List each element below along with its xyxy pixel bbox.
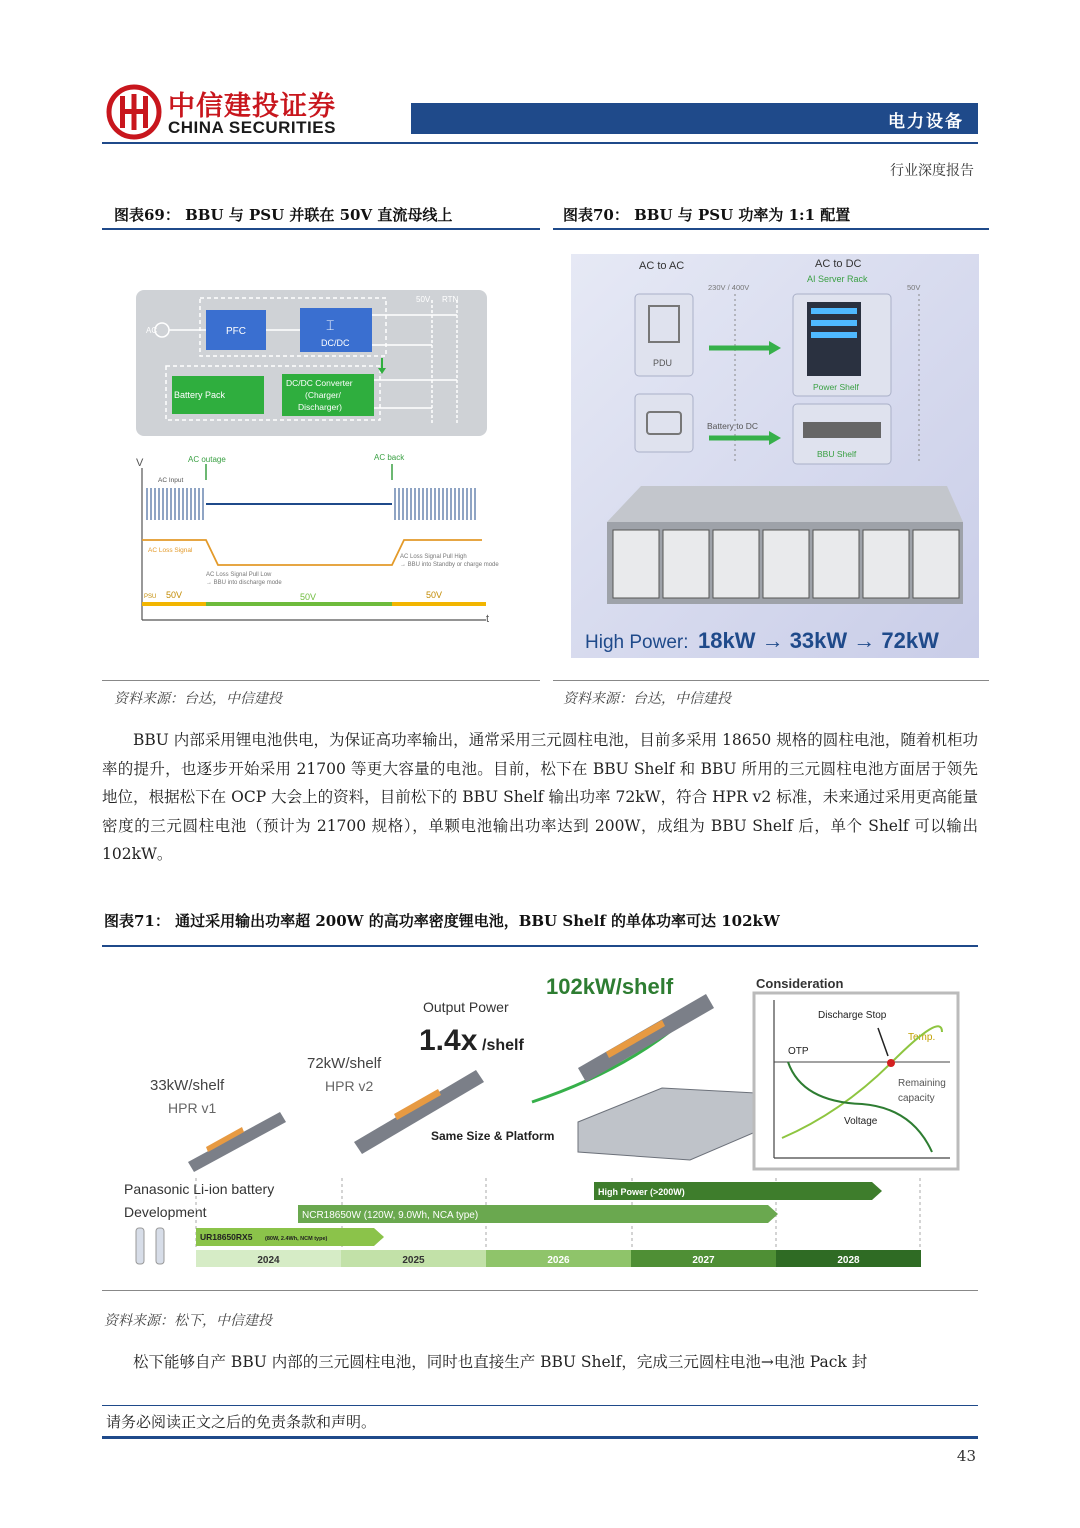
fig71-source: 资料来源：松下，中信建投 (104, 1313, 272, 1329)
fig71-bottom-rule (102, 1290, 978, 1291)
ncr-bar-label: NCR18650W (120W, 9.0Wh, NCA type) (302, 1210, 479, 1221)
bus-v1: 50V (166, 590, 183, 600)
output-power-label: Output Power (423, 999, 509, 1015)
converter-line2: (Charger/ (305, 390, 341, 400)
body-paragraph-1: BBU 内部采用锂电池供电，为保证高功率输出，通常采用三元圆柱电池，目前多采用 18650 规格的圆柱电池，随着机柜功率的提升，也逐步开始采用 21700 等更大容量的电池。目前，松下在 BBU Shelf 和 BBU 所用的三元圆柱电池方面居于领先地位，根据松下在 OCP 大会上的资料，目前松下的 BBU Shelf 输出功率 72kW，符合 HPR v2 标准，未来通过采用更高能量密度的三元圆柱电池（预计为 21700 规格），单颗电池输出功率达到 200W，成组为 BBU Shelf 后，单个 Shelf 可以输出 102kW。 (102, 731, 978, 863)
fig70-figure (571, 254, 979, 658)
ac-to-ac-label: AC to AC (639, 260, 685, 272)
header-divider (102, 142, 978, 144)
fig69-source: 资料来源：台达，中信建投 (114, 691, 282, 707)
s33-label: 33kW/shelf (150, 1077, 225, 1094)
panasonic-label-2: Development (124, 1204, 207, 1220)
fig69-title-rule (102, 228, 540, 230)
logo-chinese-name: 中信建投证券 (168, 91, 336, 122)
pull-high-1: AC Loss Signal Pull High (400, 554, 467, 560)
fig70-bottom-rule (553, 680, 989, 681)
high-power-label: High Power: (585, 632, 689, 653)
ur-bar-spec: (80W, 2.4Wh, NCM type) (265, 1236, 328, 1242)
ur-bar-label: UR18650RX5 (200, 1232, 253, 1242)
out1-label: 50V (416, 295, 431, 304)
output-voltage-label: 50V (907, 283, 921, 292)
high-power-bar-label: High Power (>200W) (598, 1187, 685, 1197)
fig71-figure (102, 962, 978, 1280)
svg-text:⌶: ⌶ (326, 317, 335, 333)
fig70-title: 图表70： BBU 与 PSU 功率为 1:1 配置 (563, 206, 851, 224)
t-axis-label: t (486, 613, 490, 625)
high-power-values: 18kW → 33kW → 72kW (698, 628, 939, 653)
multiplier-value: 1.4x (419, 1024, 478, 1057)
out2-label: RTN (442, 295, 459, 304)
v-axis-label: V (136, 457, 144, 469)
hpr1-shelf-image (188, 1112, 286, 1172)
year-label: 2024 (257, 1255, 280, 1266)
otp-label: OTP (788, 1046, 809, 1057)
remaining-label-1: Remaining (898, 1078, 946, 1089)
discharge-stop-label: Discharge Stop (818, 1010, 887, 1021)
ac-input-waveform-left (144, 488, 206, 520)
power-shelf-label: Power Shelf (813, 382, 859, 392)
pfc-label: PFC (226, 326, 246, 337)
ac-outage-label: AC outage (188, 455, 226, 464)
pull-low-2: → BBU into discharge mode (206, 580, 282, 586)
per-shelf-label: /shelf (482, 1037, 524, 1054)
converter-line1: DC/DC Converter (286, 378, 353, 388)
bbu-shelf-label: BBU Shelf (817, 449, 857, 459)
fig69-bottom-rule (102, 680, 540, 681)
pdu-label: PDU (653, 358, 673, 368)
bbu-shelf-image (803, 422, 881, 438)
cell-icon-1 (136, 1228, 144, 1264)
pull-low-1: AC Loss Signal Pull Low (206, 572, 272, 578)
remaining-label-2: capacity (898, 1093, 935, 1104)
year-label: 2026 (547, 1255, 570, 1266)
fig71-title: 图表71： 通过采用输出功率超 200W 的高功率密度锂电池，BBU Shelf 的单体功率可达 102kW (104, 912, 780, 930)
hpr2-label: HPR v2 (325, 1078, 374, 1094)
battery-card (635, 394, 693, 452)
bbu-shelf-3d-image (578, 1088, 776, 1160)
bus-v2: 50V (300, 592, 317, 602)
footer-disclaimer: 请务必阅读正文之后的免责条款和声明。 (106, 1413, 377, 1431)
section-title: 电力设备 (888, 112, 964, 132)
ac-input-waveform-right (392, 488, 478, 520)
ac-input-label: AC Input (158, 477, 184, 484)
footer-bottom-rule (102, 1436, 978, 1439)
year-label: 2025 (402, 1255, 425, 1266)
discharge-stop-point (887, 1059, 895, 1067)
page-number: 43 (956, 1447, 976, 1465)
fig70-source: 资料来源：台达，中信建投 (563, 691, 731, 707)
battery-to-dc-label: Battery to DC (707, 421, 759, 431)
year-label: 2028 (837, 1255, 860, 1266)
fig70-title-rule (553, 228, 989, 230)
input-voltage-label: 230V / 400V (708, 283, 750, 292)
logo-english-name: CHINA SECURITIES (168, 118, 336, 137)
ac-to-dc-label: AC to DC (815, 258, 862, 270)
fig71-title-rule (102, 945, 978, 947)
panasonic-label-1: Panasonic Li-ion battery (124, 1181, 275, 1197)
s72-label: 72kW/shelf (307, 1055, 382, 1072)
report-type: 行业深度报告 (890, 163, 974, 179)
same-size-label: Same Size & Platform (431, 1129, 555, 1143)
ac-loss-signal-label: AC Loss Signal (148, 547, 193, 554)
s102-label: 102kW/shelf (546, 974, 674, 999)
battery-pack-label: Battery Pack (174, 390, 226, 400)
hpr1-label: HPR v1 (168, 1100, 217, 1116)
cell-icon-2 (156, 1228, 164, 1264)
year-label: 2027 (692, 1255, 715, 1266)
voltage-label: Voltage (844, 1116, 878, 1127)
china-securities-logo-icon (106, 84, 162, 140)
bus-v3: 50V (426, 590, 443, 600)
hpr3-shelf-image (578, 994, 714, 1082)
consideration-label: Consideration (756, 976, 844, 991)
dcdc-label: DC/DC (321, 338, 350, 348)
fig69-title: 图表69： BBU 与 PSU 并联在 50V 直流母线上 (114, 206, 453, 224)
ac-back-label: AC back (374, 453, 405, 462)
pull-high-2: → BBU into Standby or charge mode (400, 562, 499, 568)
fig69-figure (102, 240, 540, 670)
section-banner (411, 103, 978, 134)
psu-label: PSU (144, 594, 157, 600)
body-paragraph-2: 松下能够自产 BBU 内部的三元圆柱电池，同时也直接生产 BBU Shelf，完成三元圆柱电池→电池 Pack 封 (133, 1353, 868, 1371)
chassis-top (607, 486, 963, 522)
converter-line3: Discharger) (298, 402, 342, 412)
ai-server-rack-label: AI Server Rack (807, 274, 868, 284)
ac-label: AC (146, 326, 158, 335)
temp-label: Temp. (908, 1032, 936, 1043)
footer-top-rule (102, 1405, 978, 1406)
